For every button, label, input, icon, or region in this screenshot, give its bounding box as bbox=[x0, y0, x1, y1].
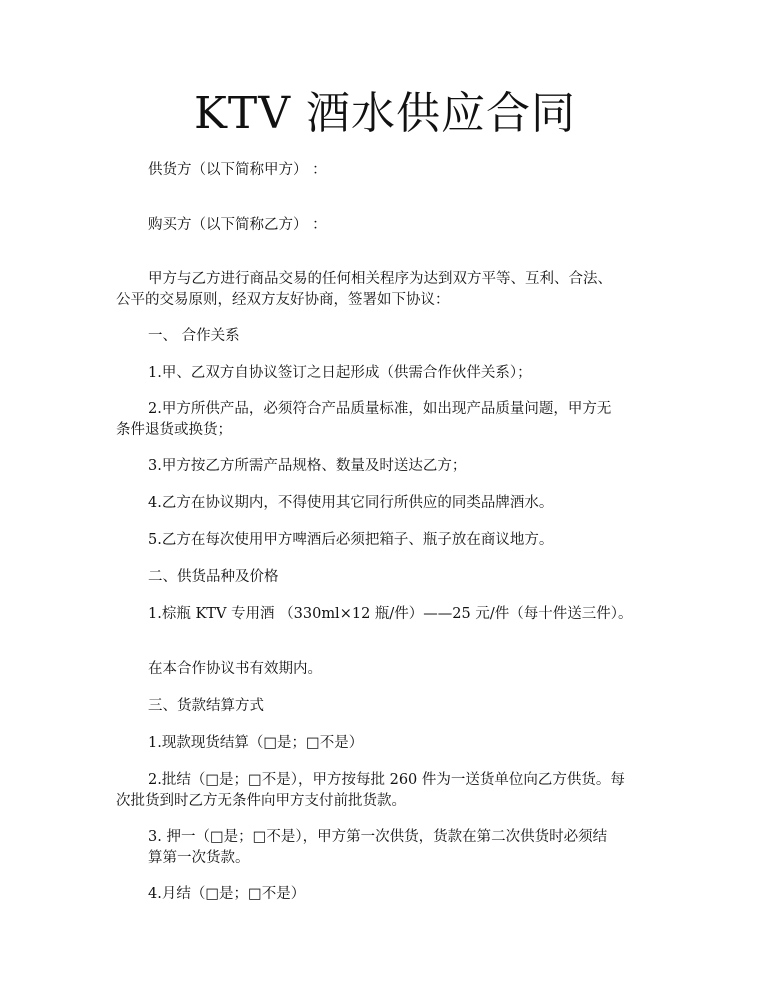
section-1-heading: 一、 合作关系 bbox=[148, 328, 240, 344]
section-1-item-2-line-2: 条件退货或换货； bbox=[116, 422, 232, 438]
section-3-item-1: 1.现款现货结算（□是；□不是） bbox=[148, 735, 364, 751]
section-2-heading: 二、供货品种及价格 bbox=[148, 569, 279, 585]
section-1-item-3: 3.甲方按乙方所需产品规格、数量及时送达乙方； bbox=[148, 458, 467, 474]
section-1-item-4: 4.乙方在协议期内，不得使用其它同行所供应的同类品牌酒水。 bbox=[148, 495, 554, 511]
section-3-item-3-line-2: 算第一次货款。 bbox=[148, 850, 250, 866]
section-1-item-1: 1.甲、乙双方自协议签订之日起形成（供需合作伙伴关系）； bbox=[148, 365, 532, 381]
section-3-item-2-line-1: 2.批结（□是；□不是），甲方按每批 260 件为一送货单位向乙方供货。每 bbox=[148, 772, 625, 788]
section-3-heading: 三、货款结算方式 bbox=[148, 698, 264, 714]
document-title: KTV 酒水供应合同 bbox=[194, 88, 576, 139]
intro-line-2: 公平的交易原则，经双方友好协商，签署如下协议： bbox=[116, 292, 450, 308]
section-3-item-3-line-1: 3. 押一（□是；□不是），甲方第一次供货，货款在第二次供货时必须结 bbox=[148, 829, 608, 845]
section-2-item-1: 1.棕瓶 KTV 专用酒 （330ml×12 瓶/件）——25 元/件（每十件送三件）。 bbox=[148, 606, 633, 622]
section-1-item-5: 5.乙方在每次使用甲方啤酒后必须把箱子、瓶子放在商议地方。 bbox=[148, 532, 554, 548]
section-3-item-2-line-2: 次批货到时乙方无条件向甲方支付前批货款。 bbox=[116, 793, 406, 809]
party-b-line: 购买方（以下简称乙方） ： bbox=[148, 217, 327, 233]
section-3-item-4: 4.月结（□是；□不是） bbox=[148, 886, 306, 902]
party-a-line: 供货方（以下简称甲方） ： bbox=[148, 162, 327, 178]
section-2-note: 在本合作协议书有效期内。 bbox=[148, 661, 322, 677]
intro-line-1: 甲方与乙方进行商品交易的任何相关程序为达到双方平等、互利、合法、 bbox=[148, 271, 612, 287]
section-1-item-2-line-1: 2.甲方所供产品，必须符合产品质量标准，如出现产品质量问题，甲方无 bbox=[148, 401, 612, 417]
